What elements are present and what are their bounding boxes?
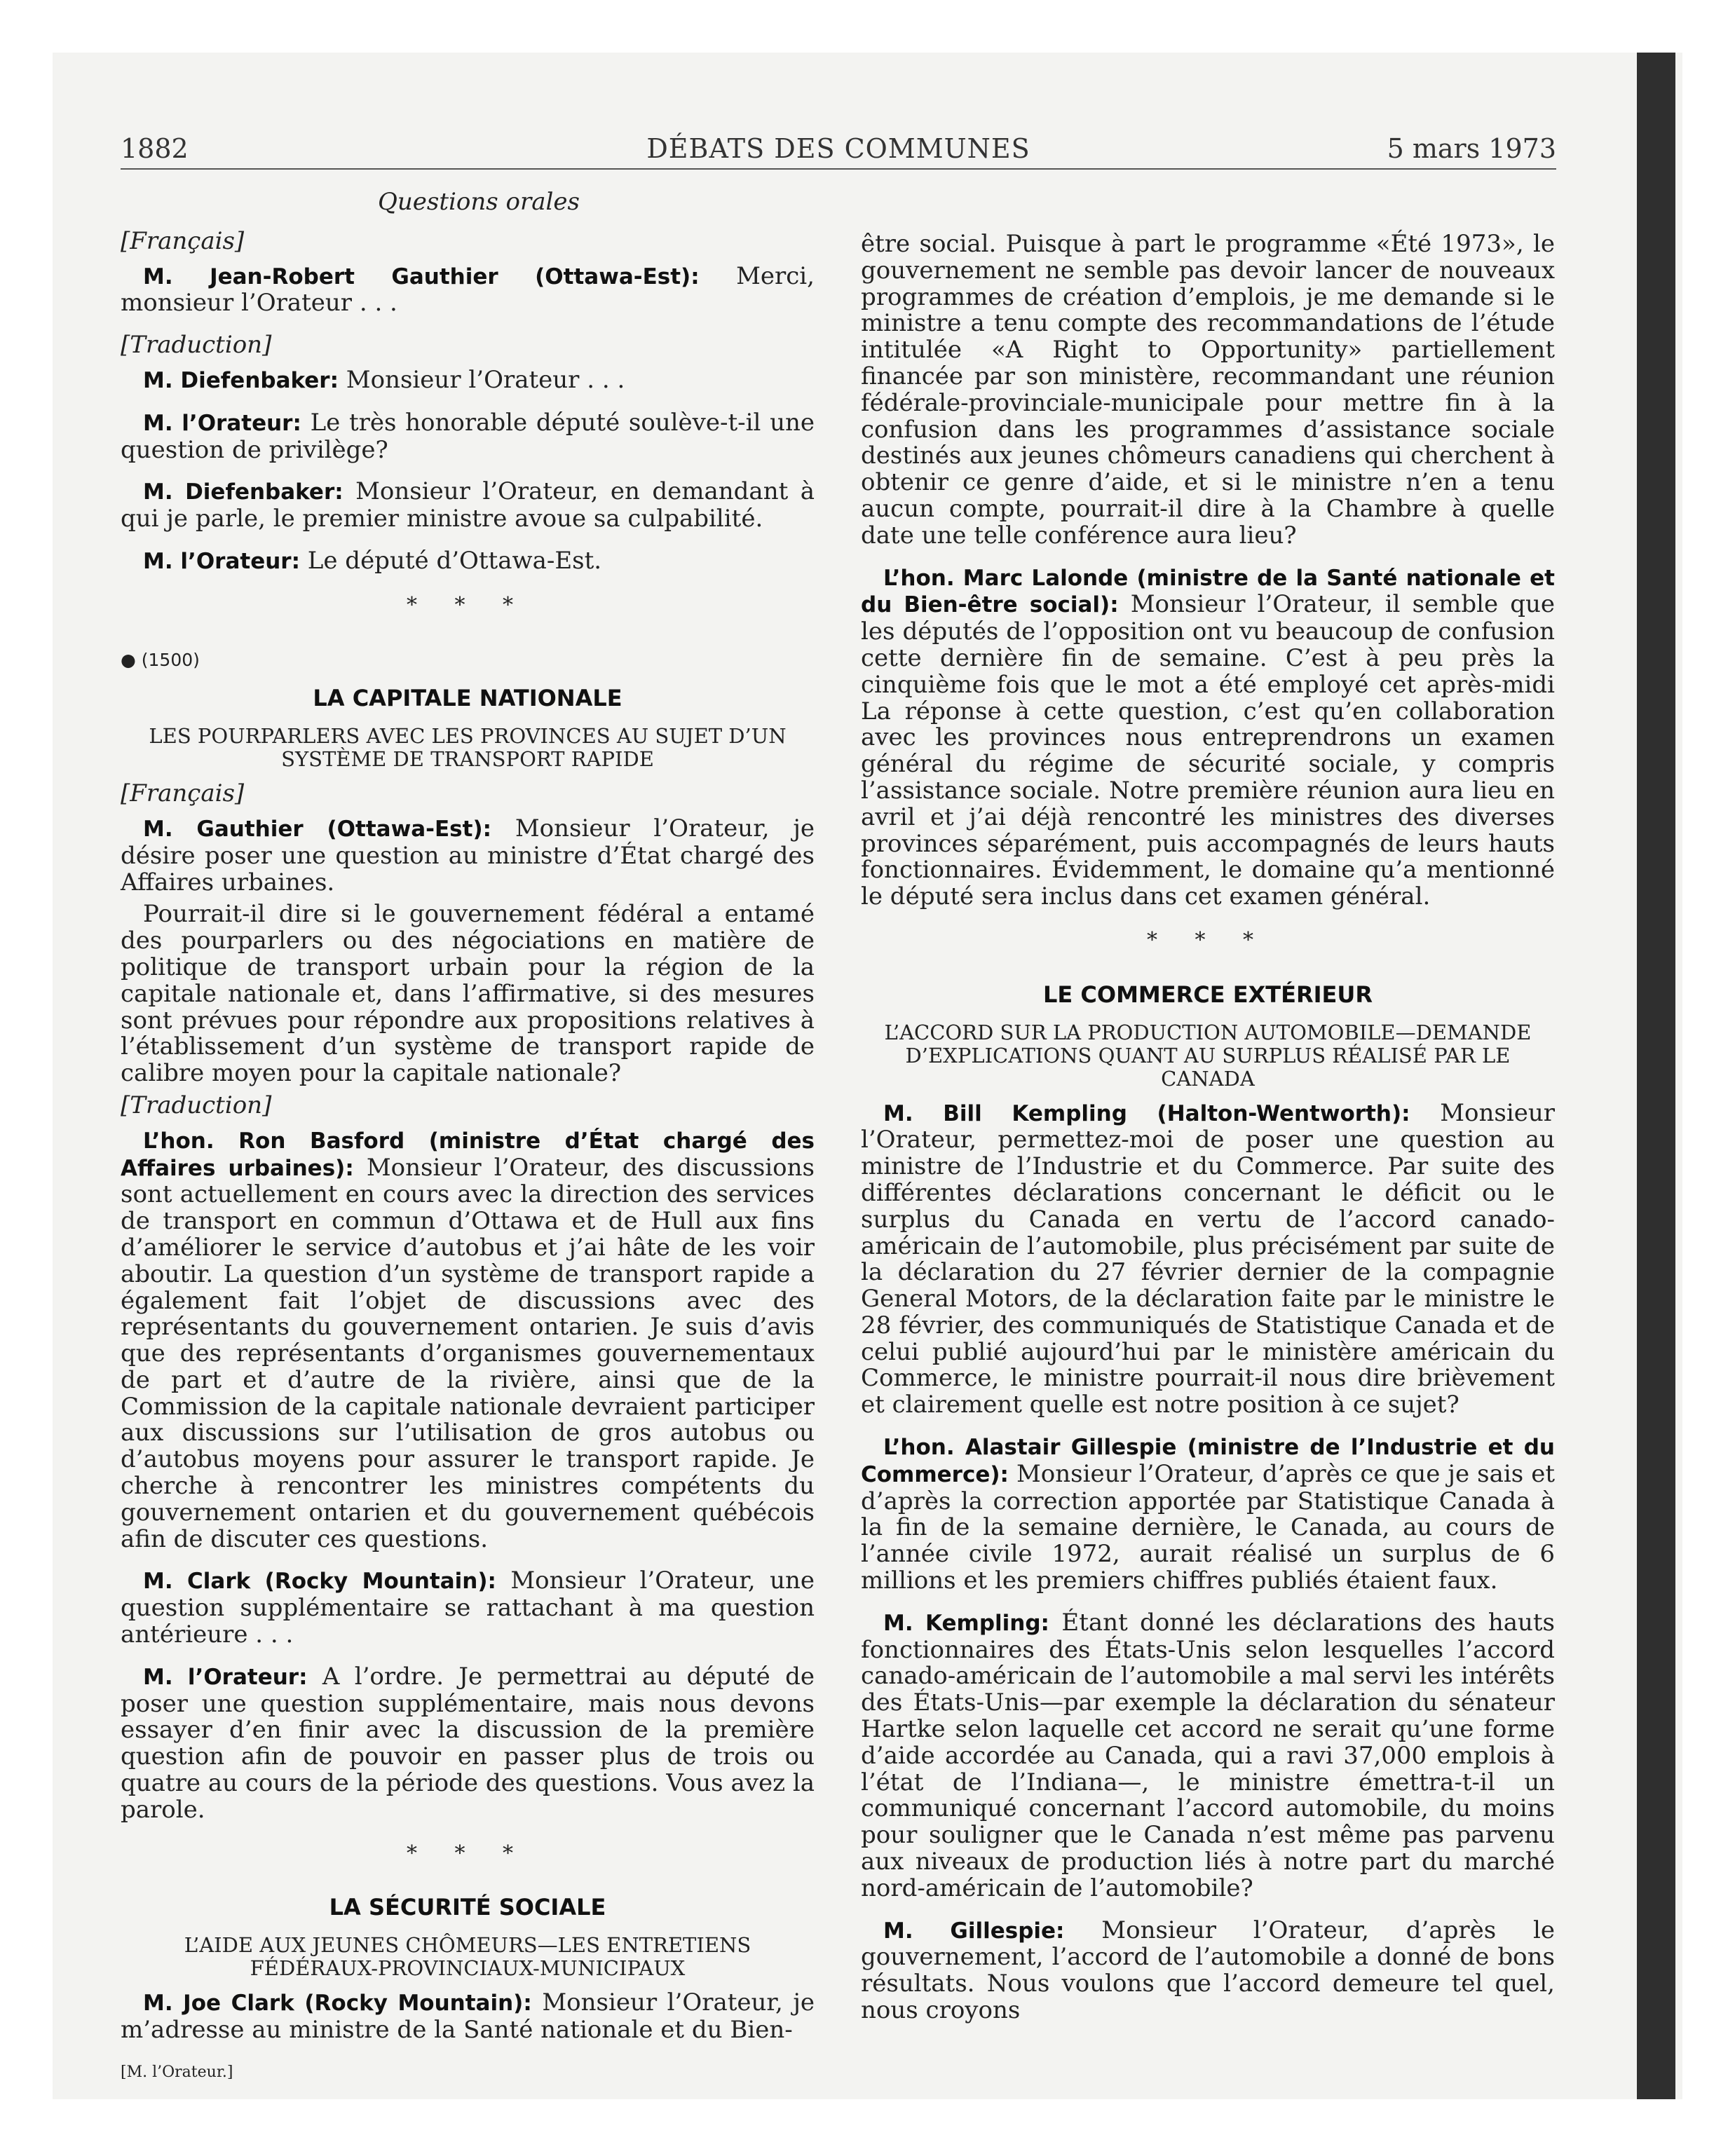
speech-paragraph (121, 367, 815, 395)
section-separator: * * * (1146, 927, 1270, 953)
left-column (121, 189, 815, 2101)
language-tag: [Traduction] (121, 1091, 272, 1119)
language-tag: [Traduction] (121, 331, 272, 360)
language-tag: [Français] (121, 226, 245, 255)
speech-paragraph (861, 1434, 1555, 1595)
speech-paragraph (861, 1610, 1555, 1902)
speaker-name: M. Clark (Rocky Mountain): (143, 1569, 496, 1595)
speaker-name: M. l’Orateur: (143, 410, 301, 436)
speaker-name: M. Gillespie: (883, 1918, 1065, 1944)
speech-text: Monsieur l’Orateur, je m’adresse au ministre de la Santé nationale et du Bien- (121, 1988, 815, 2045)
section-separator: * * * (406, 592, 529, 618)
speech-text: Monsieur l’Orateur, des discussions sont actuellement en cours avec la direction des services de transport en commun d’Ottawa et de Hull aux fins d’améliorer le service d’autobus et j’ai hâte de les voir aboutir. La question d’un système de transport rapide a également fait l’objet de discussions avec des représentants du gouvernement ontarien. Je suis d’avis que des représentants d’organismes gouvernementaux de part et d’autre de la rivière, ainsi que de la Commission de la capitale nationale devraient participer aux discussions sur l’utilisation de gros autobus ou d’autobus moyens pour assurer le transport rapide. Je cherche à rencontrer les ministres compétents du gouvernement ontarien et du gouvernement québécois afin de discuter ces questions. (121, 1153, 815, 1553)
speech-text: A l’ordre. Je permettrai au député de poser une question supplémentaire, mais nous devons essayer d’en finir avec la discussion de la première question afin de pouvoir en passer plus de trois ou quatre au cours de la période des questions. Vous avez la parole. (121, 1662, 815, 1824)
running-head: Questions orales (378, 188, 580, 216)
page-number: 1882 (121, 133, 189, 164)
speech-paragraph (121, 479, 815, 533)
subsection-heading: LES POURPARLERS AVEC LES PROVINCES AU SUJET D’UN SYSTÈME DE TRANSPORT RAPIDE (149, 724, 787, 772)
time-marker: ● (1500) (121, 649, 200, 670)
issue-date: 5 mars 1973 (1387, 133, 1556, 164)
speaker-name: L’hon. Ron Basford (ministre d’État chargé des Affaires urbaines): (121, 1128, 815, 1181)
speaker-name: L’hon. Marc Lalonde (ministre de la Santé nationale et du Bien-être social): (861, 565, 1555, 618)
page-header (121, 133, 1556, 170)
section-heading: LA CAPITALE NATIONALE (313, 685, 622, 712)
speech-paragraph (121, 261, 815, 318)
speaker-name: M. l’Orateur: (143, 1664, 308, 1690)
speech-paragraph (121, 548, 815, 575)
speech-paragraph (121, 1664, 815, 1824)
speech-paragraph (121, 410, 815, 464)
speaker-name: M. Diefenbaker: (143, 479, 343, 505)
speaker-name: M. Joe Clark (Rocky Mountain): (143, 1991, 532, 2017)
speech-paragraph (121, 1990, 815, 2044)
footnote: [M. l’Orateur.] (121, 2063, 233, 2081)
subsection-heading: L’ACCORD SUR LA PRODUCTION AUTOMOBILE—DEMANDE D’EXPLICATIONS QUANT AU SURPLUS RÉALISÉ PAR LE CANADA (884, 1020, 1532, 1091)
section-heading: LE COMMERCE EXTÉRIEUR (1043, 981, 1373, 1008)
speaker-name: M. Kempling: (883, 1610, 1049, 1636)
speech-text: Monsieur l’Orateur, en demandant à qui je parle, le premier ministre avoue sa culpabilité. (121, 477, 815, 533)
publication-title: DÉBATS DES COMMUNES (646, 133, 1030, 164)
speech-text: Étant donné les déclarations des hauts fonctionnaires des États-Unis selon lesquelles l’accord canado-américain de l’automobile a mal servi les intérêts des États-Unis—par exemple la déclaration du sénateur Hartke selon laquelle cet accord ne serait qu’une forme d’aide accordée au Canada, qui a ravi 37,000 emplois à l’état de l’Indiana—, le ministre émettra-t-il un communiqué concernant l’accord automobile, du moins pour souligner que le Canada n’est même pas parvenu aux niveaux de production liés à notre part du marché nord-américain de l’automobile? (861, 1608, 1555, 1902)
right-column (861, 231, 1555, 2040)
speech-text: Monsieur l’Orateur . . . (339, 365, 625, 394)
speech-text: Monsieur l’Orateur, il semble que les députés de l’opposition ont vu beaucoup de confusion cette dernière fin de semaine. C’est à peu près la cinquième fois que le mot a été employé cet après-midi La réponse à cette question, c’est qu’en collaboration avec les provinces nous entreprendrons un examen général du régime de sécurité sociale, y compris l’assistance sociale. Notre première réunion aura lieu en avril et j’ai déjà rencontré les ministres des diverses provinces séparément, puis accompagnés de leurs hauts fonctionnaires. Évidemment, le domaine qu’a mentionné le député sera inclus dans cet examen général. (861, 590, 1556, 911)
speech-text: Monsieur l’Orateur, une question supplémentaire se rattachant à ma question antérieure . . . (121, 1567, 815, 1649)
speech-text: Le député d’Ottawa-Est. (299, 546, 602, 575)
speech-paragraph (861, 1918, 1555, 2024)
subsection-heading: L’AIDE AUX JEUNES CHÔMEURS—LES ENTRETIENS FÉDÉRAUX-PROVINCIAUX-MUNICIPAUX (184, 1933, 751, 1981)
speaker-name: M. Diefenbaker: (143, 367, 339, 393)
speaker-name: M. Bill Kempling (Halton-Wentworth): (883, 1100, 1410, 1126)
speech-paragraph (861, 565, 1555, 910)
speaker-name: M. Jean-Robert Gauthier (Ottawa-Est): (143, 264, 700, 289)
language-tag: [Français] (121, 779, 245, 808)
speech-text: Monsieur l’Orateur, d’après ce que je sais et d’après la correction apportée par Statistique Canada à la fin de la semaine dernière, le Canada, au cours de l’année civile 1972, aurait réalisé un surplus de 6 millions et les premiers chiffres publiés étaient faux. (861, 1459, 1555, 1595)
speech-text: Monsieur l’Orateur, permettez-moi de poser une question au ministre de l’Industrie et du Commerce. Par suite des différentes déclarations concernant le déficit ou le surplus du Canada en vertu de l’accord canado-américain de l’automobile, plus précisément par suite de la déclaration du 27 février dernier de la compagnie General Motors, de la déclaration faite par le ministre le 28 février, des communiqués de Statistique Canada et de celui publié aujourd’hui par le ministère américain du Commerce, le ministre pourrait-il nous dire brièvement et clairement quelle est notre position à ce sujet? (861, 1098, 1555, 1419)
speech-text: Le très honorable député soulève-t-il une question de privilège? (121, 408, 815, 464)
speech-paragraph (121, 1568, 815, 1648)
speech-text: Merci, monsieur l’Orateur . . . (121, 261, 815, 318)
speaker-name: L’hon. Alastair Gillespie (ministre de l’Industrie et du Commerce): (861, 1435, 1555, 1487)
speech-paragraph (861, 1100, 1555, 1419)
speech-paragraph (121, 1128, 815, 1553)
scan-edge-bar (1637, 53, 1675, 2099)
speech-paragraph: être social. Puisque à part le programme «Été 1973», le gouvernement ne semble pas devoir lancer de nouveaux programmes de création d’emplois, je me demande si le ministre a tenu compte des recommandations de l’étude intitulée «A Right to Opportunity» partiellement financée par son ministère, recommandant une réunion fédérale-provinciale-municipale pour mettre fin à la confusion dans les programmes d’assistance sociale destinés aux jeunes chômeurs canadiens qui cherchent à obtenir ce genre d’aide, et si le ministre n’en a tenu aucun compte, pourrait-il dire à la Chambre à quelle date une telle conférence aura lieu? (861, 230, 1555, 550)
section-separator: * * * (406, 1841, 529, 1866)
speech-text: Monsieur l’Orateur, je désire poser une question au ministre d’État chargé des Affaires urbaines. (121, 814, 815, 896)
speech-paragraph (121, 816, 815, 896)
speech-paragraph: Pourrait-il dire si le gouvernement fédéral a entamé des pourparlers ou des négociations en matière de politique de transport urbain pour la région de la capitale nationale et, dans l’affirmative, si des mesures sont prévues pour répondre aux propositions relatives à l’établissement d’un système de transport rapide de calibre moyen pour la capitale nationale? (121, 900, 815, 1088)
speaker-name: M. Gauthier (Ottawa-Est): (143, 816, 492, 842)
section-heading: LA SÉCURITÉ SOCIALE (329, 1894, 606, 1921)
speaker-name: M. l’Orateur: (143, 548, 300, 574)
speech-text: Monsieur l’Orateur, d’après le gouvernement, l’accord de l’automobile a donné de bons résultats. Nous voulons que l’accord demeure tel quel, nous croyons (861, 1916, 1555, 2025)
